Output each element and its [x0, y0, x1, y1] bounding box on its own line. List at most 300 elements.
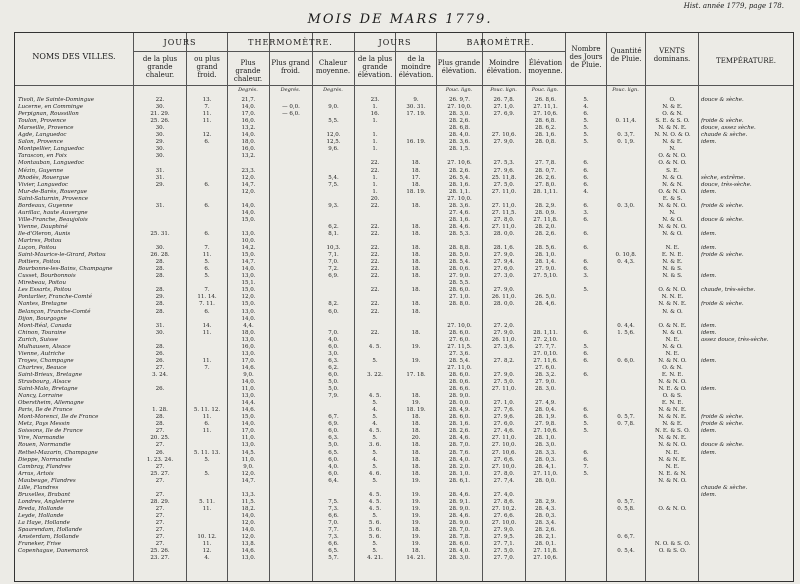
weather-table [14, 32, 794, 582]
cell-jp: 7. [583, 463, 589, 470]
cell-pgc: 13,8. [241, 541, 256, 548]
cell-je: 5. [372, 477, 378, 484]
cell-me: 27. 11,0. [491, 435, 517, 442]
cell-em: 28. 1,11. [533, 329, 558, 336]
cell-je: 22. [370, 287, 380, 294]
header-jours2-group: JOURS [378, 38, 412, 47]
header-chaleur-moyenne: Chaleur moyenne. [315, 59, 351, 75]
cell-cm: 7,0. [328, 329, 339, 336]
cell-jf: 6. [204, 230, 210, 237]
cell-v: N. & E. [662, 421, 683, 428]
cell-jf: 7. [204, 287, 210, 294]
cell-pge: 28. 7,0. [449, 527, 470, 534]
cell-pgc: 9,0. [243, 463, 254, 470]
header-moindre-elevation: Moindre élévation. [486, 59, 522, 75]
cell-em: 28. 3,2. [535, 371, 556, 378]
cell-jm: 18. [411, 273, 421, 280]
cell-jf: 11. [202, 505, 212, 512]
cell-jc: 3. 24. [152, 371, 168, 378]
cell-jm: 18. [411, 449, 421, 456]
header-vents: VENTS dominans. [653, 47, 691, 63]
cell-em: 28. 3,4. [535, 520, 556, 526]
cell-jm: 18. [411, 167, 421, 174]
cell-v: N. & E. [662, 139, 683, 146]
cell-cm: 4,0. [328, 463, 339, 470]
cell-jp: 5. [583, 139, 589, 146]
cell-em: 27. 9,8. [535, 421, 556, 428]
cell-v: N. [669, 146, 676, 153]
cell-cm: 12,0. [326, 132, 341, 139]
cell-jp: 6. [583, 449, 589, 456]
cell-jf: 11. [202, 111, 212, 118]
cell-jm: 18. 19. [406, 188, 426, 195]
cell-jc: 27. [155, 512, 165, 519]
cell-pgc: 11,5. [241, 498, 256, 505]
cell-em: 28. 0,7. [535, 167, 556, 174]
cell-em: 28. 4,6. [535, 301, 556, 308]
cell-t: idem. [701, 491, 717, 498]
header-thermometre-group: THERMOMÈTRE. [248, 38, 333, 47]
cell-city: Vire, Normandie [18, 435, 65, 442]
cell-pgc: 15,0. [241, 301, 256, 308]
cell-jc: 27. [155, 491, 165, 498]
table-row [15, 554, 793, 562]
cell-jc: 1. 23. 24. [146, 456, 174, 463]
cell-je: 22. [370, 308, 380, 315]
cell-pgc: 13,0. [241, 555, 256, 562]
cell-jc: 27. [155, 520, 165, 526]
cell-em: 27. 9,0. [535, 379, 556, 385]
cell-pgc: 13,0. [241, 230, 256, 237]
cell-cm: 5,4. [328, 174, 339, 181]
cell-jm: 18. [411, 470, 421, 477]
header-jours-moindre: de la moindre élévation. [398, 55, 434, 79]
cell-pge: 28. 9,0. [449, 505, 470, 512]
cell-pgc: 13,0. [241, 393, 256, 400]
cell-pge: 28. 7,8. [449, 534, 470, 541]
cell-em: 27. 9,0. [535, 266, 556, 273]
cell-pgc: 14,0. [241, 512, 256, 519]
cell-jc: 30. [155, 104, 165, 111]
cell-pgc: 17,0. [241, 111, 256, 118]
cell-v: N. & N. E. [658, 456, 687, 463]
cell-jc: 26. 28. [150, 252, 170, 259]
cell-jc: 28. [155, 273, 165, 280]
cell-jm: 18. [411, 301, 421, 308]
cell-cm: 7,2. [328, 266, 339, 273]
cell-pge: 28. 9,0. [449, 393, 470, 400]
cell-je: 4. 6. [368, 470, 382, 477]
cell-pgf: — 6,0. [282, 111, 300, 118]
cell-jf: 14. [202, 322, 212, 329]
unit-degres: Degrés. [280, 87, 301, 93]
cell-jm: 19. [411, 498, 421, 505]
cell-jf: 11. 14. [197, 294, 217, 301]
cell-v: E. & S. [662, 195, 683, 202]
cell-me: 27. 4,0. [493, 491, 515, 498]
cell-jc: 26. [155, 449, 165, 456]
cell-em: 28. 2,1. [535, 534, 556, 541]
cell-jf: 7. [204, 245, 210, 252]
cell-city: Salon, Provence [18, 139, 64, 146]
cell-je: 5. 6. [368, 534, 382, 541]
cell-pgc: 16,0. [241, 146, 256, 153]
cell-cm: 3,0. [328, 350, 339, 357]
cell-me: 27. 10,6. [491, 449, 517, 456]
cell-jp: 5. [583, 428, 589, 435]
cell-em: 27. 11,8. [533, 216, 558, 223]
cell-qp: 0. 10,8. [615, 252, 637, 259]
cell-v: N. & O. [662, 343, 683, 350]
cell-pgc: 14,0. [241, 379, 256, 385]
cell-em: 28. 3,3. [535, 449, 556, 456]
page-title: MOIS DE MARS 1779. [307, 12, 493, 27]
cell-city: Montauban, Languedoc [18, 160, 85, 167]
cell-pge: 28. 4,9. [449, 407, 470, 414]
cell-pgc: 14,7. [241, 477, 256, 484]
cell-jp: 5. [583, 287, 589, 294]
cell-jm: 19. [411, 477, 421, 484]
cell-jp: 5. [583, 118, 589, 125]
cell-pgc: 16,0. [241, 343, 256, 350]
cell-me: 28. 1,6. [493, 245, 515, 252]
cell-city: Ile-d'Oleron, Aunis [18, 230, 71, 237]
cell-me: 27. 5,0. [493, 379, 515, 385]
cell-t: idem. [701, 329, 717, 336]
cell-je: 23. [370, 97, 380, 103]
cell-em: 27. 10,6. [533, 428, 558, 435]
cell-v: N. & N. E. [658, 407, 687, 414]
cell-jm: 18. [411, 548, 421, 555]
cell-v: N. & S. [662, 266, 683, 273]
cell-cm: 6,3. [328, 435, 339, 442]
cell-jm: 18. [411, 252, 421, 259]
cell-jm: 18. [411, 259, 421, 266]
cell-cm: 7,5. [328, 181, 339, 188]
cell-jm: 19. [411, 512, 421, 519]
cell-cm: 10,3. [326, 245, 341, 252]
cell-jm: 19. [411, 357, 421, 364]
cell-me: 27. 9,0. [493, 252, 515, 259]
cell-pgc: 11,0. [241, 456, 256, 463]
cell-cm: 7,5. [328, 498, 339, 505]
cell-pgc: 14,0. [241, 315, 256, 322]
cell-pge: 28. 8,0. [449, 301, 470, 308]
cell-pgc: 15,0. [241, 216, 256, 223]
cell-jc: 31. [155, 202, 165, 209]
cell-pgc: 16,0. [241, 118, 256, 125]
cell-me: 27. 9,0. [493, 287, 515, 294]
cell-jp: 6. [583, 259, 589, 266]
cell-pge: 28. 5,5. [449, 280, 470, 287]
cell-v: N. [669, 209, 676, 216]
cell-pge: 28. 2,6. [449, 167, 470, 174]
cell-v: N. E. [665, 336, 680, 343]
cell-jc: 20. 25. [150, 435, 170, 442]
cell-pge: 28. 6,8. [449, 125, 470, 132]
cell-jc: 30. [155, 245, 165, 252]
cell-me: 27. 6,6. [493, 456, 515, 463]
cell-jc: 22. [155, 97, 165, 103]
cell-jp: 6. [583, 350, 589, 357]
cell-je: 22. [370, 259, 380, 266]
cell-city: Tarascon, en Foix [18, 153, 67, 160]
cell-t: douce, très-sèche. [701, 181, 752, 188]
cell-jp: 6. [583, 174, 589, 181]
cell-em: 28. 2,9. [535, 202, 556, 209]
cell-qp: 0. 5,8. [617, 505, 635, 512]
cell-t: douce & sèche. [701, 442, 744, 449]
cell-city: Dieppe, Normandie [18, 456, 73, 463]
cell-cm: 6,0. [328, 308, 339, 315]
cell-v: N. & N. O. [658, 379, 687, 385]
cell-pge: 27. 6,0. [449, 336, 470, 343]
cell-pge: 28. 3,0. [449, 111, 470, 118]
cell-v: O. & N. O. [658, 188, 687, 195]
cell-v: O. & N. O. [658, 287, 687, 294]
cell-jc: 27. [155, 534, 165, 541]
cell-pgc: 13,3. [241, 491, 256, 498]
cell-jc: 30. [155, 153, 165, 160]
cell-pge: 28. 4,0. [449, 548, 470, 555]
cell-em: 28. 1,0. [535, 252, 556, 259]
cell-pge: 28. 1,6. [449, 181, 470, 188]
cell-jp: 4. [583, 188, 589, 195]
cell-jc: 29. [155, 294, 165, 301]
cell-jf: 11. [202, 414, 212, 421]
cell-jf: 13. [202, 97, 212, 103]
cell-cm: 5,0. [328, 379, 339, 385]
cell-pgc: 11,0. [241, 386, 256, 393]
cell-pge: 28. 1,1. [449, 188, 470, 195]
cell-pge: 27. 11,5. [447, 343, 472, 350]
cell-city: Chinon, Touraine [18, 329, 66, 336]
cell-pge: 28. 7,0. [449, 442, 470, 449]
cell-pgc: 14,5. [241, 449, 256, 456]
cell-jf: 6. [204, 266, 210, 273]
cell-city: Rethel-Mazarin, Champagne [18, 449, 98, 456]
cell-t: idem. [701, 449, 717, 456]
cell-pgc: 14,0. [241, 527, 256, 534]
cell-city: Maubeuge, Flandres [18, 477, 76, 484]
cell-jf: 4. [204, 555, 210, 562]
cell-city: Saint-Maurice-le-Girard, Poitou [18, 252, 106, 259]
cell-v: N. E. [665, 463, 680, 470]
cell-jp: 6. [583, 407, 589, 414]
cell-pge: 26. 9,7. [449, 97, 470, 103]
cell-jm: 17. 19. [406, 111, 426, 118]
cell-jp: 6. [583, 230, 589, 237]
cell-city: Agde, Languedoc [18, 132, 67, 139]
cell-me: 28. 0,0. [493, 301, 515, 308]
cell-city: Saint-Saturnin, Provence [18, 195, 89, 202]
cell-jf: 12. [202, 132, 212, 139]
cell-t: idem. [701, 273, 717, 280]
cell-qp: 0. 1,9. [617, 139, 635, 146]
cell-em: 27. 8,0. [535, 181, 556, 188]
cell-jm: 18. [411, 287, 421, 294]
cell-je: 4. 21. [367, 555, 383, 562]
cell-me: 26. 11,0. [491, 336, 517, 343]
cell-je: 4. 5. [368, 343, 382, 350]
cell-qp: 0. 6,0. [617, 357, 635, 364]
cell-pgc: 14,0. [241, 104, 256, 111]
cell-cm: 7,3. [328, 534, 339, 541]
cell-me: 27. 3,0. [493, 273, 515, 280]
cell-pgc: 15,0. [241, 252, 256, 259]
cell-pgc: 10,0. [241, 238, 256, 244]
cell-jf: 7. [204, 364, 210, 371]
cell-city: Marseille, Provence [18, 125, 74, 132]
cell-je: 4. [372, 421, 378, 428]
cell-jm: 18. 19. [406, 407, 426, 414]
cell-pge: 28. 2,6. [449, 118, 470, 125]
cell-me: 27. 6,0. [493, 421, 515, 428]
cell-jf: 11. [202, 541, 212, 548]
cell-em: 28. 1,11. [533, 188, 558, 195]
cell-jc: 28. [155, 308, 165, 315]
cell-city: Zurich, Suisse [18, 336, 58, 343]
cell-je: 22. [370, 266, 380, 273]
cell-pge: 28. 5,3. [449, 230, 470, 237]
cell-city: Les Essarts, Poitou [18, 287, 72, 294]
cell-je: 5. [372, 548, 378, 555]
cell-me: 27. 7,6. [493, 407, 515, 414]
cell-t: froide & sèche. [701, 118, 744, 125]
cell-city: Oberstheim, Allemagne [18, 400, 84, 407]
cell-jp: 6. [583, 371, 589, 378]
cell-jf: 7. [204, 104, 210, 111]
cell-je: 1. [372, 104, 378, 111]
cell-em: 27. 7,7. [535, 343, 556, 350]
cell-cm: 6,6. [328, 541, 339, 548]
cell-cm: 6,6. [328, 512, 339, 519]
cell-v: N. & N. [662, 181, 683, 188]
cell-je: 22. [370, 160, 380, 167]
cell-em: 27. 4,9. [535, 400, 556, 407]
cell-jc: 26. [155, 386, 165, 393]
cell-jf: 5. [204, 273, 210, 280]
cell-city: Metz, Pays Messin [18, 421, 70, 428]
cell-jp: 6. [583, 357, 589, 364]
cell-je: 5. [372, 449, 378, 456]
cell-v: N. & N. E. [658, 435, 687, 442]
unit-pouces-lignes: Pouc. lign. [445, 87, 473, 93]
cell-v: O. & N. O. [658, 153, 687, 160]
cell-jm: 19. [411, 520, 421, 526]
cell-v: O. & N. [662, 111, 683, 118]
cell-em: 28. 0,3. [535, 456, 556, 463]
cell-jf: 11. [202, 357, 212, 364]
running-head: Hist. année 1779, page 178. [683, 2, 784, 10]
cell-jm: 18. [411, 456, 421, 463]
cell-city: Bruxelles, Brabant [18, 491, 71, 498]
cell-pgc: 17,0. [241, 357, 256, 364]
cell-city: Mulhausen, Alsace [18, 343, 71, 350]
cell-v: N. & E. [662, 259, 683, 266]
cell-city: Breda, Hollande [18, 505, 64, 512]
cell-jc: 25. 27. [150, 470, 170, 477]
cell-t: froide & sèche. [701, 414, 744, 421]
cell-jm: 18. [411, 223, 421, 230]
cell-pgc: 21,7. [241, 97, 256, 103]
cell-cm: 6,2. [328, 364, 339, 371]
cell-pge: 27. 11,0. [447, 364, 472, 371]
cell-jc: 28. [155, 287, 165, 294]
cell-pge: 28. 7,6. [449, 449, 470, 456]
cell-je: 22. [370, 223, 380, 230]
cell-me: 27. 2,0. [493, 322, 515, 329]
cell-pge: 28. 3,6. [449, 202, 470, 209]
cell-em: 28. 4,1. [535, 463, 556, 470]
cell-jf: 5. 11. [199, 498, 215, 505]
cell-city: Dijon, Bourgogne [18, 315, 67, 322]
cell-pgc: 18,0. [241, 329, 256, 336]
cell-jp: 6. [583, 181, 589, 188]
cell-jm: 30. 31. [406, 104, 426, 111]
cell-me: 27. 10,6. [491, 132, 517, 139]
cell-jp: 6. [583, 266, 589, 273]
cell-t: froide & sèche. [701, 421, 744, 428]
cell-pge: 28. 1,6. [449, 216, 470, 223]
cell-jc: 31. [155, 322, 165, 329]
cell-je: 22. [370, 202, 380, 209]
cell-pgc: 12,0. [241, 188, 256, 195]
cell-em: 28. 2,9. [535, 498, 556, 505]
cell-je: 5. [372, 463, 378, 470]
cell-t: idem. [701, 139, 717, 146]
cell-pgc: 23,3. [241, 167, 256, 174]
cell-city: Mont-Morenci, Ile de France [18, 414, 99, 421]
cell-jm: 18. [411, 428, 421, 435]
cell-v: N. & O. [662, 230, 683, 237]
cell-je: 22. [370, 273, 380, 280]
cell-pge: 28. 6,6. [449, 386, 470, 393]
cell-pgc: 14,0. [241, 202, 256, 209]
cell-jf: 6. [204, 202, 210, 209]
cell-jp: 6. [583, 202, 589, 209]
cell-je: 20. [370, 195, 380, 202]
cell-cm: 9,3. [328, 202, 339, 209]
cell-pgc: 14,7. [241, 181, 256, 188]
cell-city: Cusset, Bourbonnois [18, 273, 76, 280]
cell-pge: 28. 9,0. [449, 520, 470, 526]
cell-city: Martres, Poitou [18, 238, 62, 244]
cell-t: idem. [701, 322, 717, 329]
cell-pgc: 11,0. [241, 435, 256, 442]
cell-me: 26. 7,8. [493, 97, 515, 103]
cell-cm: 5,0. [328, 386, 339, 393]
cell-em: 27. 11,1. [533, 104, 558, 111]
cell-em: 28. 3,0. [535, 386, 556, 393]
cell-me: 27. 10,2. [491, 505, 517, 512]
cell-je: 4. 5. [368, 498, 382, 505]
cell-pge: 28. 9,1. [449, 498, 470, 505]
cell-cm: 5,7. [328, 555, 339, 562]
cell-jp: 6. [583, 160, 589, 167]
cell-me: 27. 6,0. [493, 266, 515, 273]
cell-jm: 18. [411, 308, 421, 315]
cell-jm: 18. [411, 181, 421, 188]
cell-city: Vivier, Languedoc [18, 181, 68, 188]
cell-je: 5. [372, 541, 378, 548]
cell-jc: 27. [155, 505, 165, 512]
cell-pge: 28. 0,0. [449, 400, 470, 407]
cell-city: Saint-Brieux, Bretagne [18, 371, 82, 378]
cell-jc: 28. [155, 343, 165, 350]
cell-me: 27. 11,0. [491, 188, 517, 195]
cell-pge: 27. 1,0. [449, 294, 470, 301]
